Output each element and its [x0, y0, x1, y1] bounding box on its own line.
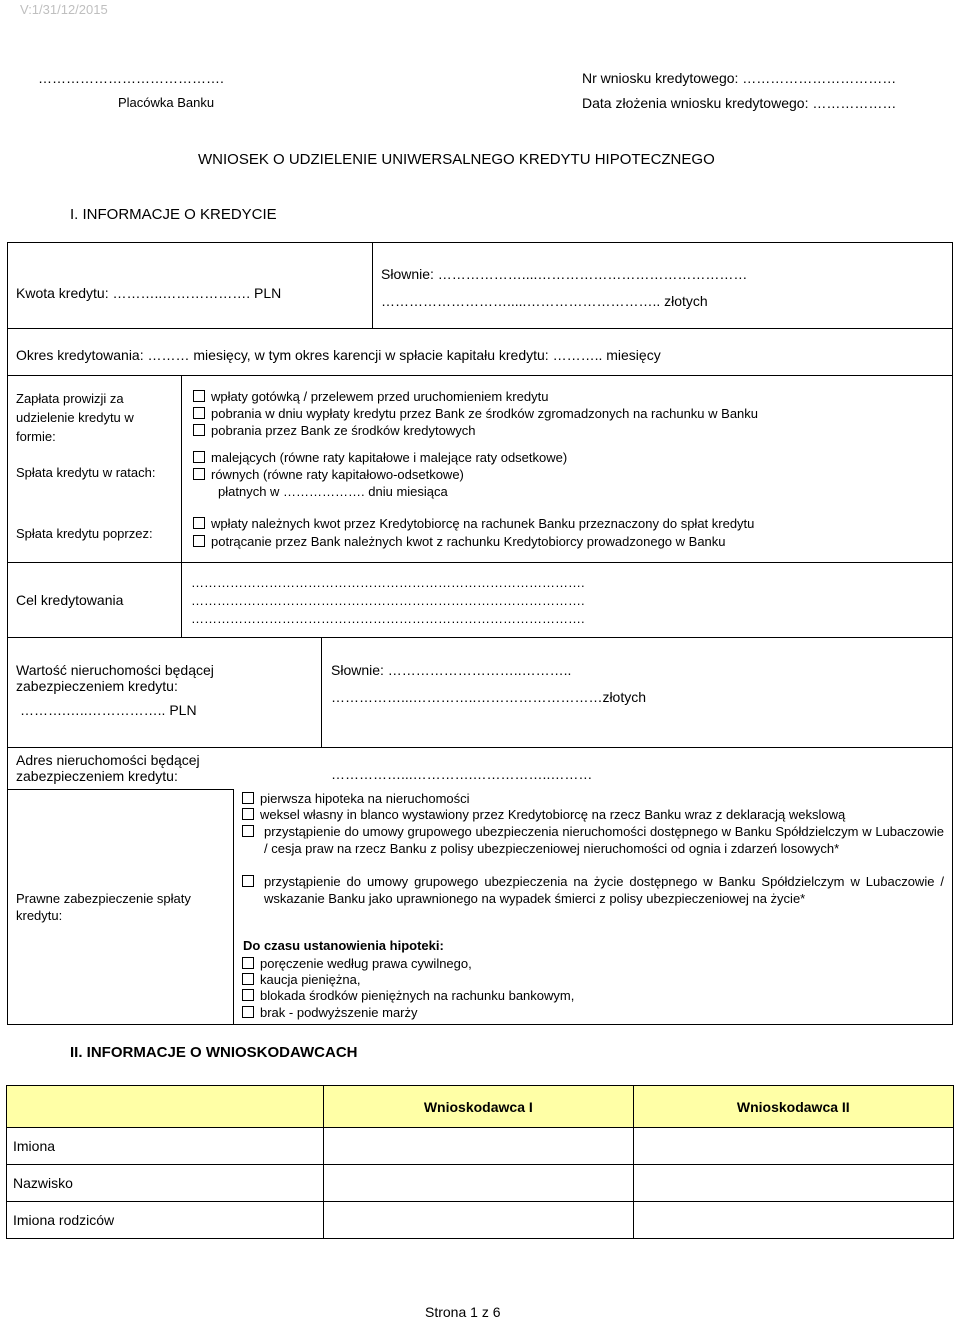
interim-option-1[interactable]: poręczenie według prawa cywilnego,: [242, 956, 472, 971]
checkbox[interactable]: [193, 468, 205, 480]
interim-option-3[interactable]: blokada środków pieniężnych na rachunku bankowym,: [242, 988, 574, 1003]
branch-label: Placówka Banku: [118, 95, 215, 110]
application-date[interactable]: Data złożenia wniosku kredytowego: ………………: [582, 95, 897, 111]
installments-label: Spłata kredytu w ratach:: [16, 465, 156, 480]
until-mortgage-heading: Do czasu ustanowienia hipoteki:: [243, 938, 444, 953]
property-words-line2[interactable]: ……………...…………..………………………złotych: [331, 689, 647, 705]
column-applicant-1: Wnioskodawca I: [324, 1086, 634, 1128]
row-label: Imiona rodziców: [7, 1202, 324, 1239]
checkbox[interactable]: [193, 424, 205, 436]
installment-option-2[interactable]: równych (równe raty kapitałowo-odsetkowe): [193, 467, 464, 482]
collateral-label: Prawne zabezpieczenie spłaty kredytu:: [16, 891, 191, 923]
section1-heading: I. INFORMACJE O KREDYCIE: [70, 206, 277, 223]
applicant-1-cell[interactable]: [324, 1202, 634, 1239]
checkbox[interactable]: [242, 875, 254, 887]
loan-period-field[interactable]: Okres kredytowania: ……… miesięcy, w tym okres karencji w spłacie kapitału kredytu: ……….. miesięcy: [16, 347, 661, 363]
application-number[interactable]: Nr wniosku kredytowego: ……………………………: [582, 70, 897, 86]
fee-option-3[interactable]: pobrania przez Bank ze środków kredytowych: [193, 423, 475, 438]
checkbox[interactable]: [242, 957, 254, 969]
purpose-line-3[interactable]: ……………………………………………………………………………….: [191, 611, 585, 626]
checkbox[interactable]: [193, 535, 205, 547]
collateral-option-2[interactable]: weksel własny in blanco wystawiony przez Kredytobiorcę na rzecz Banku wraz z deklaracją wekslową: [242, 807, 845, 822]
applicant-2-cell[interactable]: [633, 1128, 953, 1165]
collateral-option-4[interactable]: przystąpienie do umowy grupowego ubezpieczenia na życie dostępnego w Banku Spółdzielczym w Lubaczowie / wskazanie Banku jako uprawnionego na wypadek śmierci z polisy ubezpieczeniowej na życie*: [242, 873, 944, 907]
checkbox[interactable]: [242, 989, 254, 1001]
purpose-line-2[interactable]: ……………………………………………………………………………….: [191, 593, 585, 608]
address-field[interactable]: ……………...………….……………..………: [331, 766, 593, 782]
terms-divider: [181, 375, 182, 563]
applicant-2-cell[interactable]: [633, 1165, 953, 1202]
version-code: V:1/31/12/2015: [20, 2, 108, 17]
amount-in-words-line2[interactable]: ……………………….....……………………….. złotych: [381, 293, 708, 309]
column-applicant-2: Wnioskodawca II: [633, 1086, 953, 1128]
checkbox[interactable]: [193, 407, 205, 419]
repayment-label: Spłata kredytu poprzez:: [16, 526, 153, 541]
property-value-field[interactable]: ……….…..…………….. PLN: [20, 702, 197, 718]
collateral-divider: [233, 789, 234, 1025]
purpose-label: Cel kredytowania: [16, 592, 124, 608]
checkbox[interactable]: [242, 973, 254, 985]
repayment-option-2[interactable]: potrącanie przez Bank należnych kwot z rachunku Kredytobiorcy prowadzonego w Banku: [193, 534, 726, 549]
collateral-option-3[interactable]: przystąpienie do umowy grupowego ubezpieczenia nieruchomości dostępnego w Banku Spółdzielczym w Lubaczowie / cesja praw na rzecz Banku z polisy ubezpieczeniowej nieruchomości od ognia i zdarzeń losowych*: [242, 823, 944, 857]
purpose-line-1[interactable]: ……………………………………………………………………………….: [191, 575, 585, 590]
branch-dots: ………………………………….: [38, 70, 224, 86]
checkbox[interactable]: [193, 390, 205, 402]
applicant-1-cell[interactable]: [324, 1165, 634, 1202]
payment-day-field[interactable]: płatnych w ………………. dniu miesiąca: [218, 484, 448, 499]
checkbox[interactable]: [242, 825, 254, 837]
checkbox[interactable]: [242, 792, 254, 804]
checkbox[interactable]: [193, 451, 205, 463]
amount-in-words-field[interactable]: Słownie: ………………....………………………………………: [381, 266, 748, 282]
property-value-divider: [321, 637, 322, 748]
amount-divider: [372, 242, 373, 329]
purpose-divider: [181, 562, 182, 638]
applicant-2-cell[interactable]: [633, 1202, 953, 1239]
fee-label: Zapłata prowizji za udzielenie kredytu w formie:: [16, 391, 134, 444]
document-title: WNIOSEK O UDZIELENIE UNIWERSALNEGO KREDYTU HIPOTECZNEGO: [198, 151, 715, 168]
installment-option-1[interactable]: malejących (równe raty kapitałowe i malejące raty odsetkowe): [193, 450, 567, 465]
collateral-option-1[interactable]: pierwsza hipoteka na nieruchomości: [242, 791, 470, 806]
applicant-1-cell[interactable]: [324, 1128, 634, 1165]
repayment-option-1[interactable]: wpłaty należnych kwot przez Kredytobiorcę na rachunek Banku przeznaczony do spłat kredytu: [193, 516, 754, 531]
table-corner: [7, 1086, 324, 1128]
interim-option-2[interactable]: kaucja pieniężna,: [242, 972, 360, 987]
loan-amount-field[interactable]: Kwota kredytu: ………..………………. PLN: [16, 285, 282, 301]
section2-heading: II. INFORMACJE O WNIOSKODAWCACH: [70, 1044, 358, 1061]
interim-option-4[interactable]: brak - podwyższenie marży: [242, 1005, 418, 1020]
address-underline: [7, 789, 234, 790]
applicants-table: [6, 1085, 954, 1239]
property-words-field[interactable]: Słownie: ………………………..………..: [331, 662, 572, 678]
property-value-label: Wartość nieruchomości będącej zabezpieczeniem kredytu:: [16, 662, 214, 694]
checkbox[interactable]: [242, 1006, 254, 1018]
checkbox[interactable]: [242, 808, 254, 820]
fee-option-2[interactable]: pobrania w dniu wypłaty kredytu przez Bank ze środków zgromadzonych na rachunku w Banku: [193, 406, 758, 421]
fee-option-1[interactable]: wpłaty gotówką / przelewem przed uruchomieniem kredytu: [193, 389, 548, 404]
address-label: Adres nieruchomości będącej zabezpieczeniem kredytu:: [16, 752, 200, 784]
row-label: Nazwisko: [7, 1165, 324, 1202]
page-number: Strona 1 z 6: [425, 1304, 501, 1320]
checkbox[interactable]: [193, 517, 205, 529]
row-label: Imiona: [7, 1128, 324, 1165]
